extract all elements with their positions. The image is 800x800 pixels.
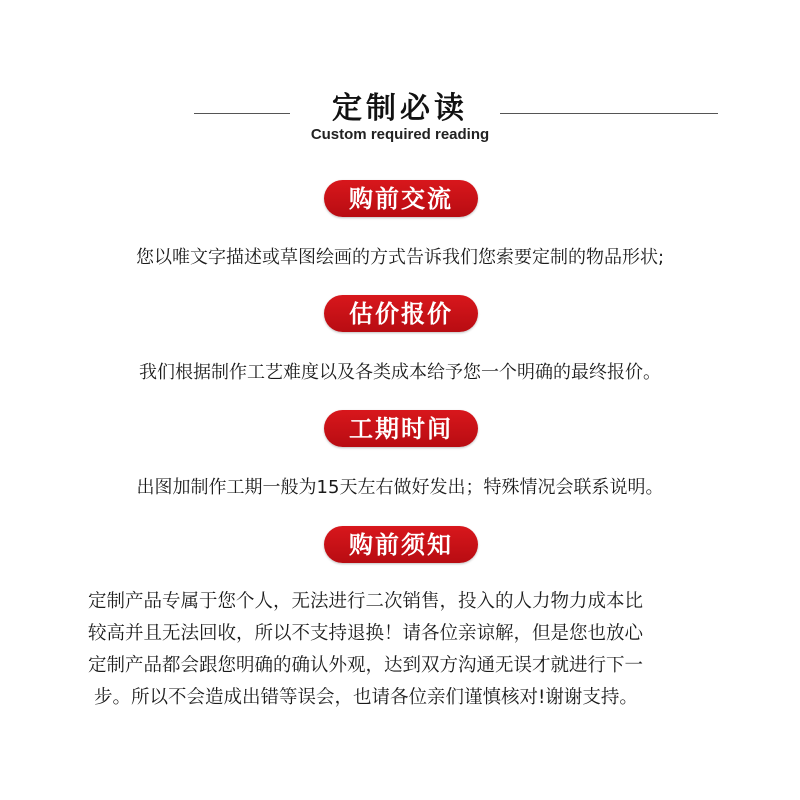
page-title: 定制必读 <box>332 91 468 126</box>
section-text-quotation: 我们根据制作工艺难度以及各类成本给予您一个明确的最终报价。 <box>139 362 661 383</box>
section-label-pre-purchase-communication: 购前交流 <box>324 180 478 217</box>
notice-line: 较高并且无法回收，所以不支持退换！请各位亲谅解，但是您也放心 <box>88 623 644 644</box>
notice-line: 定制产品都会跟您明确的确认外观，达到双方沟通无误才就进行下一 <box>88 655 644 676</box>
section-label-quotation: 估价报价 <box>324 295 478 332</box>
section-label-purchase-notice: 购前须知 <box>324 526 478 563</box>
section-text-lead-time: 出图加制作工期一般为15天左右做好发出；特殊情况会联系说明。 <box>136 477 664 498</box>
section-label-lead-time: 工期时间 <box>324 410 478 447</box>
notice-line: 步。所以不会造成出错等误会，也请各位亲们谨慎核对!谢谢支持。 <box>94 687 638 708</box>
section-text-pre-purchase-communication: 您以唯文字描述或草图绘画的方式告诉我们您索要定制的物品形状; <box>135 247 665 268</box>
notice-line: 定制产品专属于您个人，无法进行二次销售，投入的人力物力成本比 <box>88 591 644 612</box>
page-subtitle: Custom required reading <box>310 126 490 143</box>
section-text-purchase-notice <box>88 586 718 714</box>
